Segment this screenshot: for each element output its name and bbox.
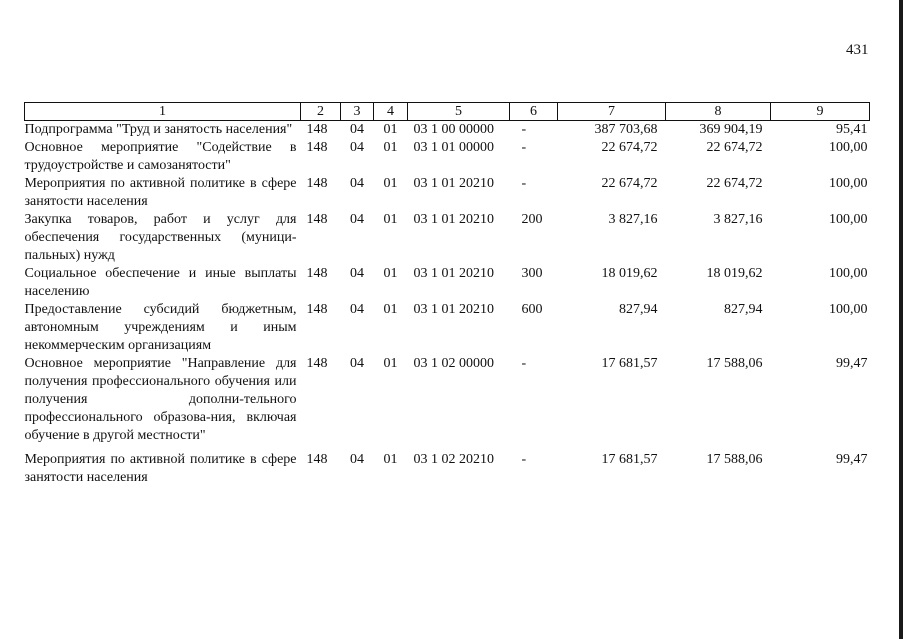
section-code: 04 — [350, 212, 364, 227]
table-row — [25, 265, 870, 301]
subsection-code: 01 — [383, 266, 398, 281]
subsection-code: 01 — [383, 302, 398, 317]
executed-amount: 17 588,06 — [706, 356, 763, 371]
target-article-code: 03 1 00 00000 — [413, 122, 494, 137]
expense-type-code: - — [521, 176, 527, 191]
expense-type-code: - — [521, 140, 527, 155]
executed-amount: 18 019,62 — [706, 266, 763, 281]
column-header: 7 — [558, 103, 666, 121]
row-name: Основное мероприятие "Направление для получения профессионального обучения или получения дополни-тельного профессионального образова-ния, включая обучение в другой местности" — [24, 356, 297, 443]
row-name: Мероприятия по активной политике в сфере занятости населения — [24, 176, 297, 209]
target-article-code: 03 1 01 20210 — [413, 266, 494, 281]
execution-percent: 99,47 — [836, 452, 868, 467]
table-row — [25, 139, 870, 175]
expense-type-code: 600 — [521, 302, 543, 317]
execution-percent: 100,00 — [829, 176, 868, 191]
row-name: Закупка товаров, работ и услуг для обеспечения государственных (муници-пальных) нужд — [24, 212, 297, 263]
target-article-code: 03 1 01 20210 — [413, 212, 494, 227]
planned-amount: 22 674,72 — [601, 176, 658, 191]
executed-amount: 22 674,72 — [706, 176, 763, 191]
execution-percent: 100,00 — [829, 212, 868, 227]
planned-amount: 17 681,57 — [601, 452, 658, 467]
executed-amount: 827,94 — [724, 302, 763, 317]
subsection-code: 01 — [383, 176, 398, 191]
expense-type-code: - — [521, 452, 527, 467]
admin-code: 148 — [306, 302, 328, 317]
target-article-code: 03 1 01 20210 — [413, 176, 494, 191]
subsection-code: 01 — [383, 212, 398, 227]
target-article-code: 03 1 02 00000 — [413, 356, 494, 371]
admin-code: 148 — [306, 176, 328, 191]
execution-percent: 95,41 — [836, 122, 868, 137]
row-name: Предоставление субсидий бюджетным, автономным учреждениям и иным некоммерческим организациям — [24, 302, 297, 353]
section-code: 04 — [350, 176, 364, 191]
executed-amount: 369 904,19 — [699, 122, 763, 137]
execution-percent: 100,00 — [829, 266, 868, 281]
execution-percent: 100,00 — [829, 302, 868, 317]
expense-type-code: 200 — [521, 212, 543, 227]
admin-code: 148 — [306, 212, 328, 227]
page-number: 431 — [846, 42, 869, 58]
subsection-code: 01 — [383, 452, 398, 467]
table-row — [25, 355, 870, 445]
row-name: Социальное обеспечение и иные выплаты населению — [24, 266, 297, 299]
executed-amount: 22 674,72 — [706, 140, 763, 155]
table-row — [25, 121, 870, 140]
budget-table — [24, 102, 870, 487]
executed-amount: 3 827,16 — [713, 212, 763, 227]
expense-type-code: 300 — [521, 266, 543, 281]
subsection-code: 01 — [383, 122, 398, 137]
row-name: Основное мероприятие "Содействие в трудоустройстве и самозанятости" — [24, 140, 297, 173]
section-code: 04 — [350, 356, 364, 371]
planned-amount: 387 703,68 — [594, 122, 658, 137]
section-code: 04 — [350, 452, 364, 467]
column-header: 2 — [301, 103, 341, 121]
page-edge-border — [899, 0, 903, 639]
executed-amount: 17 588,06 — [706, 452, 763, 467]
admin-code: 148 — [306, 140, 328, 155]
section-code: 04 — [350, 140, 364, 155]
column-header: 9 — [771, 103, 870, 121]
table-row — [25, 301, 870, 355]
planned-amount: 827,94 — [619, 302, 658, 317]
column-header: 6 — [510, 103, 558, 121]
planned-amount: 17 681,57 — [601, 356, 658, 371]
target-article-code: 03 1 02 20210 — [413, 452, 494, 467]
row-name: Подпрограмма "Труд и занятость населения" — [24, 122, 293, 137]
subsection-code: 01 — [383, 356, 398, 371]
section-code: 04 — [350, 302, 364, 317]
table-row — [25, 445, 870, 487]
table-header-row — [25, 103, 870, 121]
section-code: 04 — [350, 122, 364, 137]
column-header: 3 — [341, 103, 374, 121]
target-article-code: 03 1 01 00000 — [413, 140, 494, 155]
planned-amount: 22 674,72 — [601, 140, 658, 155]
table-row — [25, 175, 870, 211]
table-row — [25, 211, 870, 265]
execution-percent: 100,00 — [829, 140, 868, 155]
admin-code: 148 — [306, 452, 328, 467]
execution-percent: 99,47 — [836, 356, 868, 371]
row-name: Мероприятия по активной политике в сфере занятости населения — [24, 452, 297, 485]
target-article-code: 03 1 01 20210 — [413, 302, 494, 317]
admin-code: 148 — [306, 122, 328, 137]
section-code: 04 — [350, 266, 364, 281]
admin-code: 148 — [306, 356, 328, 371]
column-header: 5 — [408, 103, 510, 121]
planned-amount: 3 827,16 — [608, 212, 658, 227]
column-header: 8 — [666, 103, 771, 121]
admin-code: 148 — [306, 266, 328, 281]
subsection-code: 01 — [383, 140, 398, 155]
column-header: 1 — [25, 103, 301, 121]
expense-type-code: - — [521, 356, 527, 371]
planned-amount: 18 019,62 — [601, 266, 658, 281]
column-header: 4 — [374, 103, 408, 121]
expense-type-code: - — [521, 122, 527, 137]
